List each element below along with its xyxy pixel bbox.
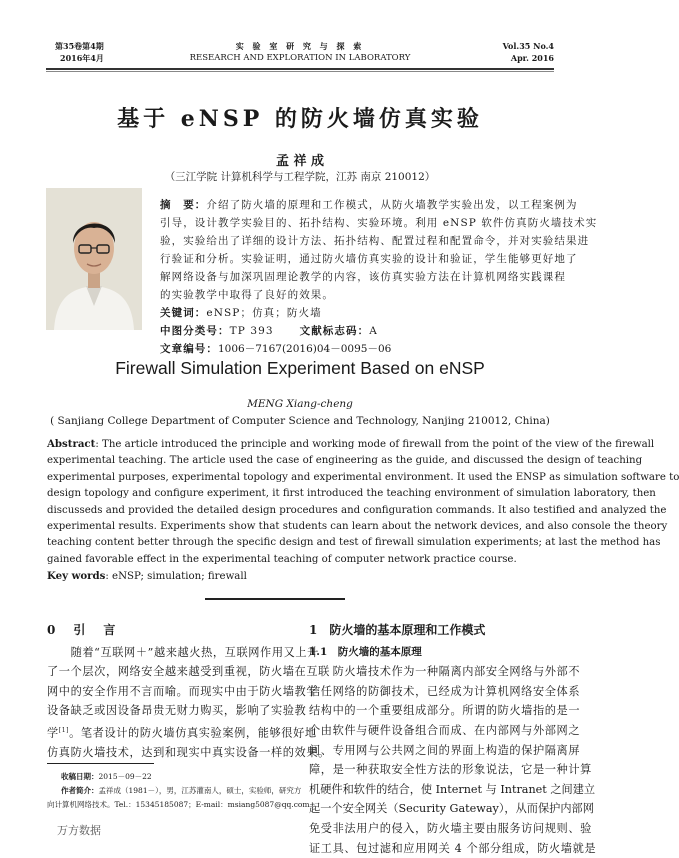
- section-introduction: [47, 621, 330, 763]
- abstract-line: 的实验教学中取得了良好的效果。: [160, 289, 334, 301]
- body-line: 信任网络的防御技术，已经成为计算机网络安全体系: [309, 684, 581, 698]
- body-line: 。笔者设计的防火墙仿真实验案例，能够很好地: [69, 726, 317, 740]
- body-line: 间、专用网与公共网之间的界面上构造的保护隔离屏: [309, 743, 581, 757]
- keywords-en-value: : eNSP; simulation; firewall: [105, 571, 247, 583]
- keywords-label: 关键词：: [160, 307, 207, 319]
- body-line: 障，是一种获取安全性方法的形象说法，它是一种计算: [309, 763, 592, 777]
- clc-value: TP 393: [229, 325, 274, 337]
- subsection-heading: 1.1 防火墙的基本原理: [309, 645, 422, 658]
- journal-name-en: RESEARCH AND EXPLORATION IN LABORATORY: [189, 53, 411, 63]
- title-en: Firewall Simulation Experiment Based on eNSP: [115, 358, 485, 378]
- bio-text: 孟祥成（1981－），男，江苏灌南人，硕士，实验师，研究方: [98, 786, 302, 795]
- body-line: 机硬件和软件的结合，使 Internet 与 Intranet 之间建立: [309, 782, 596, 796]
- keywords-cn: [160, 304, 570, 322]
- bio-label: 作者简介：: [61, 786, 99, 795]
- header-rule: [46, 68, 554, 70]
- body-line: 网中的安全作用不言而喻。而现实中由于防火墙教学: [47, 684, 319, 698]
- body-line: 起一个安全网关（Security Gateway），从而保护内部网: [309, 802, 594, 816]
- abstract-divider: [205, 598, 345, 600]
- classification: [160, 322, 570, 340]
- received-label: 收稿日期：: [61, 772, 99, 781]
- body-line: 学: [47, 726, 59, 740]
- body-line: 结构中的一个重要组成部分。所谓的防火墙指的是一: [309, 704, 581, 718]
- author-en: MENG Xiang-cheng: [247, 398, 353, 410]
- received-date: 2015－09－22: [98, 772, 152, 781]
- watermark: 万方数据: [57, 824, 101, 837]
- section-heading: 1 防火墙的基本原理和工作模式: [309, 623, 486, 637]
- abstract-line: 解网络设备与加深巩固理论教学的内容，该仿真实验方法在计算机网络实践课程: [160, 271, 566, 283]
- body-line: 免受非法用户的侵入，防火墙主要由服务访问规则、验: [309, 821, 592, 835]
- affiliation-cn: （三江学院 计算机科学与工程学院，江苏 南京 210012）: [164, 171, 436, 183]
- clc-label: 中图分类号：: [160, 325, 230, 337]
- abstract-en-line: experimental purposes, experimental topology and experimental environment. It used the ENSP as simulation software to: [47, 471, 679, 483]
- author-photo: [46, 188, 142, 330]
- keywords-en-label: Key words: [47, 570, 106, 583]
- abstract-label: 摘 要：: [160, 199, 207, 211]
- volume-issue: 第35卷第4期: [55, 41, 104, 51]
- journal-name-cn: 实 验 室 研 究 与 探 索: [235, 41, 365, 51]
- abstract-en-line: discusseds and provided the detailed design procedures and configuration commands. It also testified and analyzed the: [47, 504, 667, 516]
- footnote-rule: [47, 763, 154, 764]
- footnotes: [47, 770, 310, 812]
- abstract-en-line: design topology and configure experiment, it first introduced the teaching environment of simulation laboratory, then: [47, 488, 656, 500]
- body-line: 设备缺乏或因设备昂贵无财力购买，影响了实验教: [47, 704, 307, 718]
- body-line: 仿真防火墙技术，达到和现实中真实设备一样的效果。: [47, 746, 330, 760]
- abstract-en-line: : The article introduced the principle and working mode of firewall from the point of the view of the firewall: [95, 439, 655, 450]
- abstract-en: [47, 436, 679, 586]
- article-no-label: 文章编号：: [160, 343, 218, 355]
- volume-issue-en: Vol.35 No.4: [502, 41, 554, 51]
- section-firewall-principles: [309, 621, 597, 858]
- bio-text: 向计算机网络技术。Tel.：15345185087；E-mail：msiang5087@qq.com: [47, 800, 310, 809]
- abstract-en-line: experimental teaching. The article used the case of engineering as the guide, and discussed the design of teaching: [47, 455, 643, 467]
- abstract-line: 引导，设计教学实验目的、拓扑结构、实验环境。利用 eNSP 软件仿真防火墙技术实: [160, 217, 598, 229]
- doc-code-label: 文献标志码：: [299, 325, 370, 337]
- issue-info-en: [503, 40, 554, 64]
- keywords-en: [47, 568, 553, 585]
- doc-code-value: A: [369, 325, 378, 337]
- abstract-line: 介绍了防火墙的原理和工作模式，从防火墙教学实验出发，以工程案例为: [206, 199, 578, 211]
- article-no-value: 1006－7167(2016)04－0095－06: [218, 343, 392, 355]
- body-line: 随着“互联网＋”越来越火热，互联网作用又上升: [47, 645, 319, 659]
- abstract-line: 验，实验给出了详细的设计方法、拓扑结构、配置过程和配置命令，并对实验结果进: [160, 235, 590, 247]
- body-line: 了一个层次，网络安全越来越受到重视，防火墙在互联: [47, 665, 330, 679]
- author-cn: 孟 祥 成: [275, 154, 325, 169]
- title-cn: 基于 eNSP 的防火墙仿真实验: [117, 106, 483, 132]
- abstract-en-label: Abstract: [47, 438, 96, 450]
- body-line: 个由软件与硬件设备组合而成、在内部网与外部网之: [309, 723, 581, 737]
- body-line: 证工具、包过滤和应用网关 4 个部分组成，防火墙就是: [309, 841, 597, 855]
- abstract-cn: [160, 196, 598, 358]
- keywords-value: eNSP；仿真；防火墙: [206, 307, 322, 319]
- section-heading: 0 引 言: [47, 623, 119, 637]
- header-rule-thin: [46, 71, 554, 72]
- abstract-line: 行验证和分析。实验证明，通过防火墙仿真实验的设计和验证，学生能够更好地了: [160, 253, 578, 265]
- citation-link[interactable]: [1]: [58, 726, 70, 734]
- affiliation-en: ( Sanjiang College Department of Computer Science and Technology, Nanjing 210012, China): [50, 415, 550, 427]
- issue-date: 2016年4月: [60, 53, 104, 63]
- article-number: [160, 340, 570, 358]
- abstract-en-line: gained favorable effect in the experimental teaching of computer network practice course.: [47, 553, 517, 565]
- abstract-en-line: teaching content better through the specific design and test of firewall simulation experiments; at last the method has: [47, 537, 661, 549]
- abstract-en-line: experimental results. Experiments show that students can learn about the network devices, and also console the theory: [47, 521, 668, 533]
- body-line: 防火墙技术作为一种隔离内部安全网络与外部不: [309, 665, 581, 679]
- issue-date-en: Apr. 2016: [510, 53, 554, 63]
